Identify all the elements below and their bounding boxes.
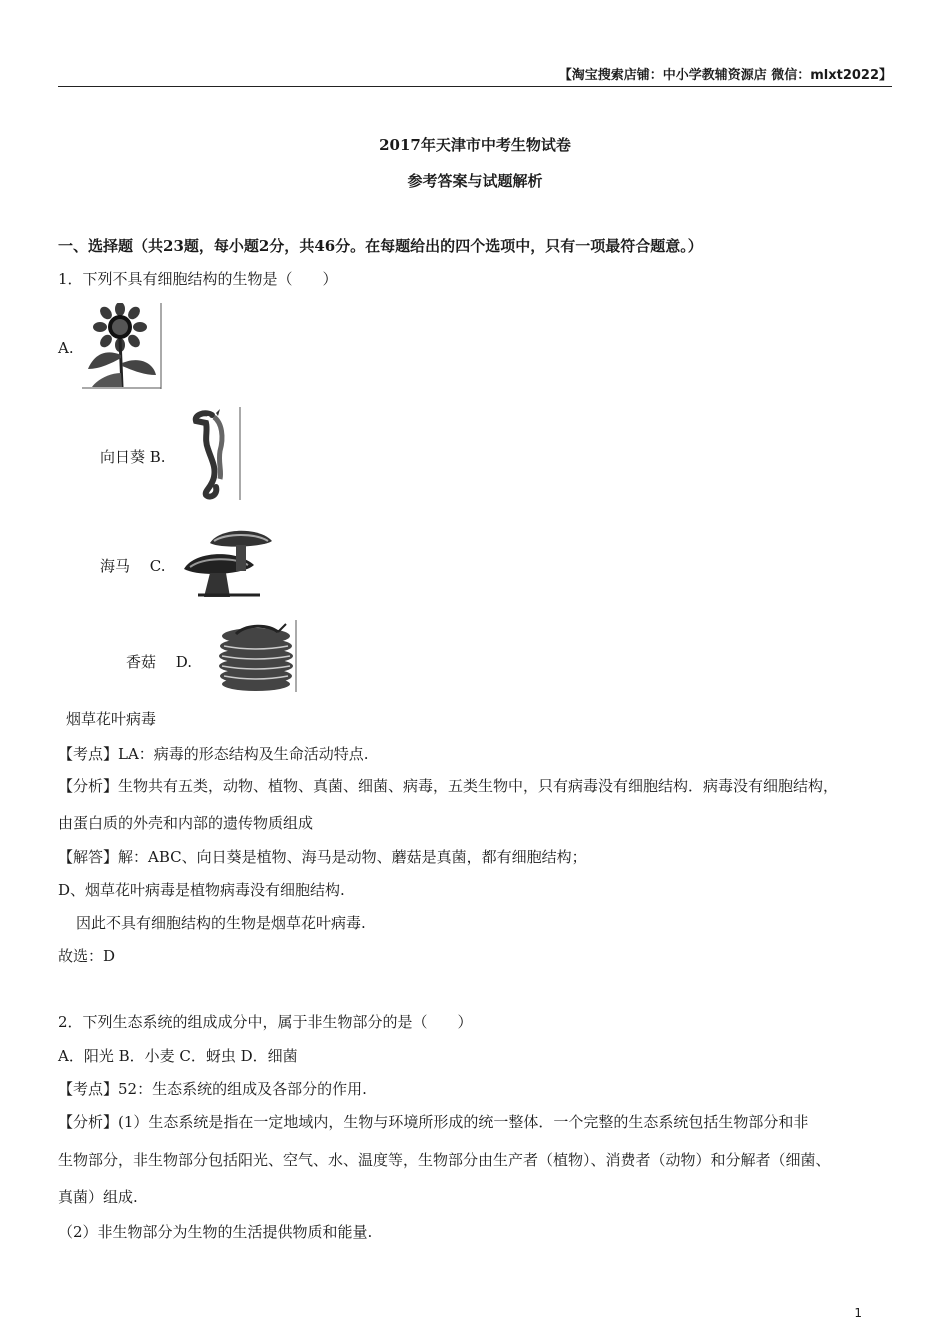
q2-fenxi-line4: （2）非生物部分为生物的生活提供物质和能量.	[58, 1223, 373, 1241]
q1-option-a-letter: A.	[58, 339, 74, 357]
q1-jieda-line1: 【解答】解：ABC、向日葵是植物、海马是动物、蘑菇是真菌，都有细胞结构；	[58, 848, 587, 866]
q1-fenxi-line2: 由蛋白质的外壳和内部的遗传物质组成	[58, 814, 314, 832]
q2-fenxi-line3: 真菌）组成.	[58, 1188, 138, 1206]
q1-option-c-name-d-letter: 香菇 D.	[126, 653, 193, 671]
q2-stem: 2．下列生态系统的组成成分中，属于非生物部分的是（ ）	[58, 1013, 473, 1031]
q1-option-a-name-b-letter: 向日葵 B.	[100, 448, 166, 466]
q1-jieda-line3: 因此不具有细胞结构的生物是烟草花叶病毒.	[76, 914, 366, 932]
header-shop-text: 【淘宝搜索店铺：中小学教辅资源店 微信：mlxt2022】	[558, 68, 892, 83]
q1-option-d-name: 烟草花叶病毒	[66, 710, 157, 728]
doc-title: 2017年天津市中考生物试卷	[379, 136, 571, 154]
section-heading: 一、选择题（共23题，每小题2分，共46分。在每题给出的四个选项中，只有一项最符合题意。）	[58, 237, 703, 255]
doc-subtitle: 参考答案与试题解析	[407, 172, 543, 190]
mushroom-image	[180, 525, 276, 600]
seahorse-image	[182, 407, 242, 500]
q2-kaodian: 【考点】52：生态系统的组成及各部分的作用.	[58, 1080, 367, 1098]
q2-fenxi-line1: 【分析】(1）生态系统是指在一定地域内，生物与环境所形成的统一整体．一个完整的生态系统包括生物部分和非	[58, 1113, 809, 1131]
q2-fenxi-line2: 生物部分，非生物部分包括阳光、空气、水、温度等，生物部分由生产者（植物）、消费者（动物）和分解者（细菌、	[58, 1151, 831, 1169]
page-number: 1	[854, 1306, 862, 1320]
header-rule	[58, 86, 892, 87]
q1-option-b-name-c-letter: 海马 C.	[100, 557, 166, 575]
tobacco-mosaic-virus-image	[216, 620, 298, 692]
q1-answer: 故选：D	[58, 947, 116, 965]
q1-fenxi-line1: 【分析】生物共有五类，动物、植物、真菌、细菌、病毒，五类生物中，只有病毒没有细胞结构．病毒没有细胞结构，	[58, 777, 839, 795]
sunflower-image	[82, 303, 162, 389]
q2-options: A．阳光 B．小麦 C．蚜虫 D．细菌	[58, 1047, 298, 1065]
q1-stem: 1．下列不具有细胞结构的生物是（ ）	[58, 270, 338, 288]
q1-jieda-line2: D、烟草花叶病毒是植物病毒没有细胞结构.	[58, 881, 345, 899]
q1-kaodian: 【考点】LA：病毒的形态结构及生命活动特点.	[58, 745, 369, 763]
